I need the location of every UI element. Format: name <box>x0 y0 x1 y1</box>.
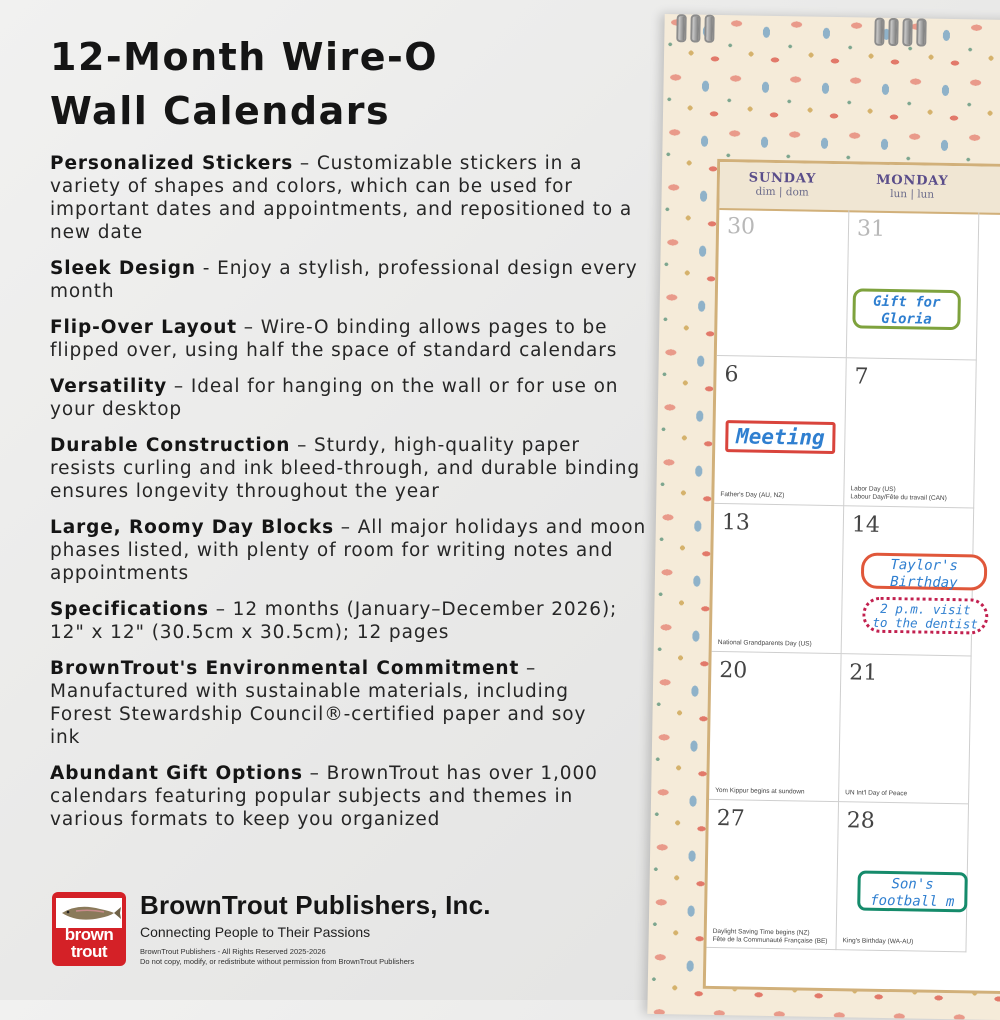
title-line-2: Wall Calendars <box>50 89 391 133</box>
title-line-1: 12-Month Wire-O <box>50 35 439 79</box>
feature-text: – BrownTrout has over 1,000 calendars featuring popular subjects and themes in various formats to keep you organized <box>50 763 598 830</box>
feature-text: – All major holidays and moon phases listed, with plenty of room for writing notes and appointments <box>50 517 647 584</box>
weekday-sunday <box>720 170 845 199</box>
day-cell <box>717 208 850 358</box>
brand-block <box>52 890 632 990</box>
day-cell <box>712 504 845 654</box>
company-name: BrownTrout Publishers, Inc. <box>140 890 491 920</box>
holiday-label: Yom Kippur begins at sundown <box>715 786 805 796</box>
feature-item <box>50 375 650 421</box>
day-number: 21 <box>849 660 878 686</box>
day-number: 28 <box>846 808 875 834</box>
day-number: 31 <box>856 216 886 242</box>
company-tagline: Connecting People to Their Passions <box>140 924 371 940</box>
day-cell <box>844 358 977 508</box>
binding-ring <box>902 18 912 46</box>
legal-line-2: Do not copy, modify, or redistribute without permission from BrownTrout Publishers <box>140 957 415 966</box>
page-title <box>50 30 610 138</box>
holiday-label: Father's Day (AU, NZ) <box>720 491 785 500</box>
wire-o-binding <box>664 14 1000 46</box>
feature-text: – Sturdy, high-quality paper resists curling and ink bleed-through, and durable binding ensures longevity throughout the year <box>50 435 640 502</box>
weekday-name: SUNDAY <box>748 170 817 187</box>
feature-name: Specifications <box>50 599 209 620</box>
holiday-line: Daylight Saving Time begins (NZ) <box>712 927 810 937</box>
feature-name: BrownTrout's Environmental Commitment <box>50 658 520 679</box>
binding-ring <box>676 14 686 42</box>
feature-list <box>50 152 650 844</box>
feature-name: Versatility <box>50 376 168 397</box>
day-number: 13 <box>721 510 751 536</box>
feature-name: Personalized Stickers <box>50 153 294 174</box>
feature-text: – Ideal for hanging on the wall or for use on your desktop <box>50 376 619 420</box>
day-number: 20 <box>719 658 748 684</box>
day-number: 6 <box>724 362 739 388</box>
trout-fish-icon <box>56 898 122 928</box>
feature-item <box>50 657 590 749</box>
logo-word-2: trout <box>70 942 108 961</box>
feature-text: – Manufactured with sustainable materials, including Forest Stewardship Council®-certified paper and soy ink <box>50 658 587 748</box>
feature-item <box>50 434 650 503</box>
holiday-label <box>713 928 841 946</box>
logo-wordmark <box>52 926 126 960</box>
feature-name: Durable Construction <box>50 435 291 456</box>
feature-text: - Enjoy a stylish, professional design every month <box>50 258 638 302</box>
feature-text: – Wire-O binding allows pages to be flipped over, using half the space of standard calendars <box>50 317 618 361</box>
sticker-dentist: 2 p.m. visit to the dentist <box>862 597 989 635</box>
weekday-translation: lun | lun <box>890 187 935 201</box>
binding-ring <box>690 14 700 42</box>
logo-word-1: brown <box>64 925 114 944</box>
holiday-line: Labor Day (US) <box>850 485 896 494</box>
binding-ring <box>916 18 926 46</box>
feature-item <box>50 257 650 303</box>
binding-ring <box>874 18 884 46</box>
calendar-photo <box>648 0 1000 1006</box>
feature-name: Sleek Design <box>50 258 196 279</box>
feature-name: Large, Roomy Day Blocks <box>50 517 334 538</box>
holiday-label <box>850 485 978 503</box>
day-number: 14 <box>851 512 881 538</box>
weekday-monday <box>850 172 975 201</box>
sticker-gift: Gift for Gloria <box>852 288 961 330</box>
feature-item <box>50 516 650 585</box>
holiday-line: Fête de la Communauté Française (BE) <box>712 935 828 945</box>
day-cell-footer <box>706 800 849 950</box>
feature-item <box>50 152 650 244</box>
browntrout-logo <box>52 892 126 966</box>
day-number: 27 <box>716 806 745 832</box>
holiday-label: National Grandparents Day (US) <box>717 639 812 648</box>
day-cell <box>709 652 842 802</box>
holiday-line: Labour Day/Fête du travail (CAN) <box>850 493 947 502</box>
day-number: 30 <box>726 214 756 240</box>
feature-item <box>50 762 650 831</box>
day-number: 7 <box>854 364 869 390</box>
feature-text: – 12 months (January–December 2026); 12" x 12" (30.5cm x 30.5cm); 12 pages <box>50 599 618 643</box>
weekday-translation: dim | dom <box>755 185 809 199</box>
day-cell <box>847 210 980 360</box>
calendar-cells <box>706 208 1000 991</box>
feature-name: Abundant Gift Options <box>50 763 303 784</box>
weekday-header <box>719 162 1000 215</box>
sticker-birthday: Taylor's Birthday <box>861 553 988 591</box>
feature-item <box>50 316 650 362</box>
binding-ring <box>704 15 714 43</box>
legal-line-1: BrownTrout Publishers - All Rights Reserved 2025-2026 <box>140 947 326 956</box>
holiday-label: UN Int'l Day of Peace <box>845 789 908 798</box>
holiday-label: King's Birthday (WA-AU) <box>842 937 914 946</box>
sticker-meeting: Meeting <box>725 420 836 454</box>
sticker-football: Son's football m <box>857 870 968 912</box>
day-cell <box>839 654 972 804</box>
feature-name: Flip-Over Layout <box>50 317 238 338</box>
feature-item <box>50 598 650 644</box>
legal-notice <box>140 947 620 967</box>
binding-ring <box>888 18 898 46</box>
weekday-name: MONDAY <box>876 172 949 189</box>
calendar-grid <box>703 159 1000 994</box>
feature-text: – Customizable stickers in a variety of shapes and colors, which can be used for important dates and appointments, and repositioned to a new date <box>50 153 633 243</box>
